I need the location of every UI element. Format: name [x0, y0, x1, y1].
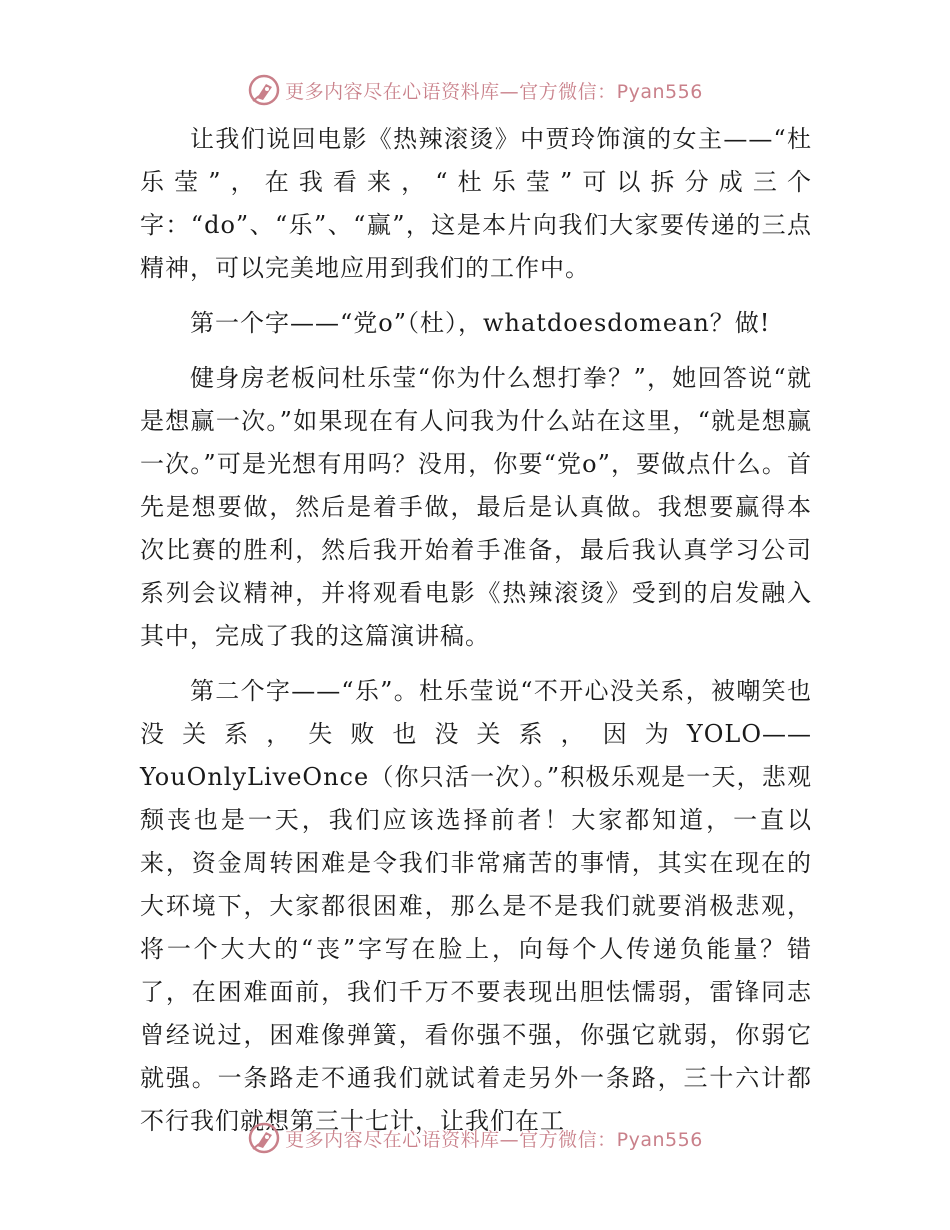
header-watermark-text: 更多内容尽在心语资料库—官方微信：Pyan556: [285, 80, 703, 103]
footer-watermark-text: 更多内容尽在心语资料库—官方微信：Pyan556: [285, 1128, 703, 1151]
paragraph-second-character: 第二个字——“乐”。杜乐莹说“不开心没关系，被嘲笑也没关系，失败也没关系，因为YOLO——YouOnlyLiveOnce（你只活一次）。”积极乐观是一天，悲观颓丧也是一天，我们应该选择前者！大家都知道，一直以来，资金周转困难是令我们非常痛苦的事情，其实在现在的大环境下，大家都很困难，那么是不是我们就要消极悲观，将一个大大的“丧”字写在脸上，向每个人传递负能量？错了，在困难面前，我们千万不要表现出胆怯懦弱，雷锋同志曾经说过，困难像弹簧，看你强不强，你强它就弱，你弱它就强。一条路走不通我们就试着走另外一条路，三十六计都不行我们就想第三十七计，让我们在工: [140, 677, 812, 1135]
header-watermark-banner: [0, 70, 950, 110]
pen-nib-logo-icon: [247, 1121, 281, 1155]
paragraph-intro: 让我们说回电影《热辣滚烫》中贾玲饰演的女主——“杜乐莹”，在我看来，“杜乐莹”可以拆分成三个字：“do”、“乐”、“赢”，这是本片向我们大家要传递的三点精神，可以完美地应用到我们的工作中。: [140, 125, 812, 282]
paragraph-first-character-heading: 第一个字——“党o”（杜），whatdoesdomean？做!: [190, 309, 771, 337]
paragraph-do-explanation: 健身房老板问杜乐莹“你为什么想打拳？”，她回答说“就是想赢一次。”如果现在有人问我为什么站在这里，“就是想赢一次。”可是光想有用吗？没用，你要“党o”，要做点什么。首先是想要做，然后是着手做，最后是认真做。我想要赢得本次比赛的胜利，然后我开始着手准备，最后我认真学习公司系列会议精神，并将观看电影《热辣滚烫》受到的启发融入其中，完成了我的这篇演讲稿。: [140, 364, 812, 650]
pen-nib-logo-icon: [247, 73, 281, 107]
document-body: [140, 118, 812, 1155]
footer-watermark-banner: [0, 1118, 950, 1158]
